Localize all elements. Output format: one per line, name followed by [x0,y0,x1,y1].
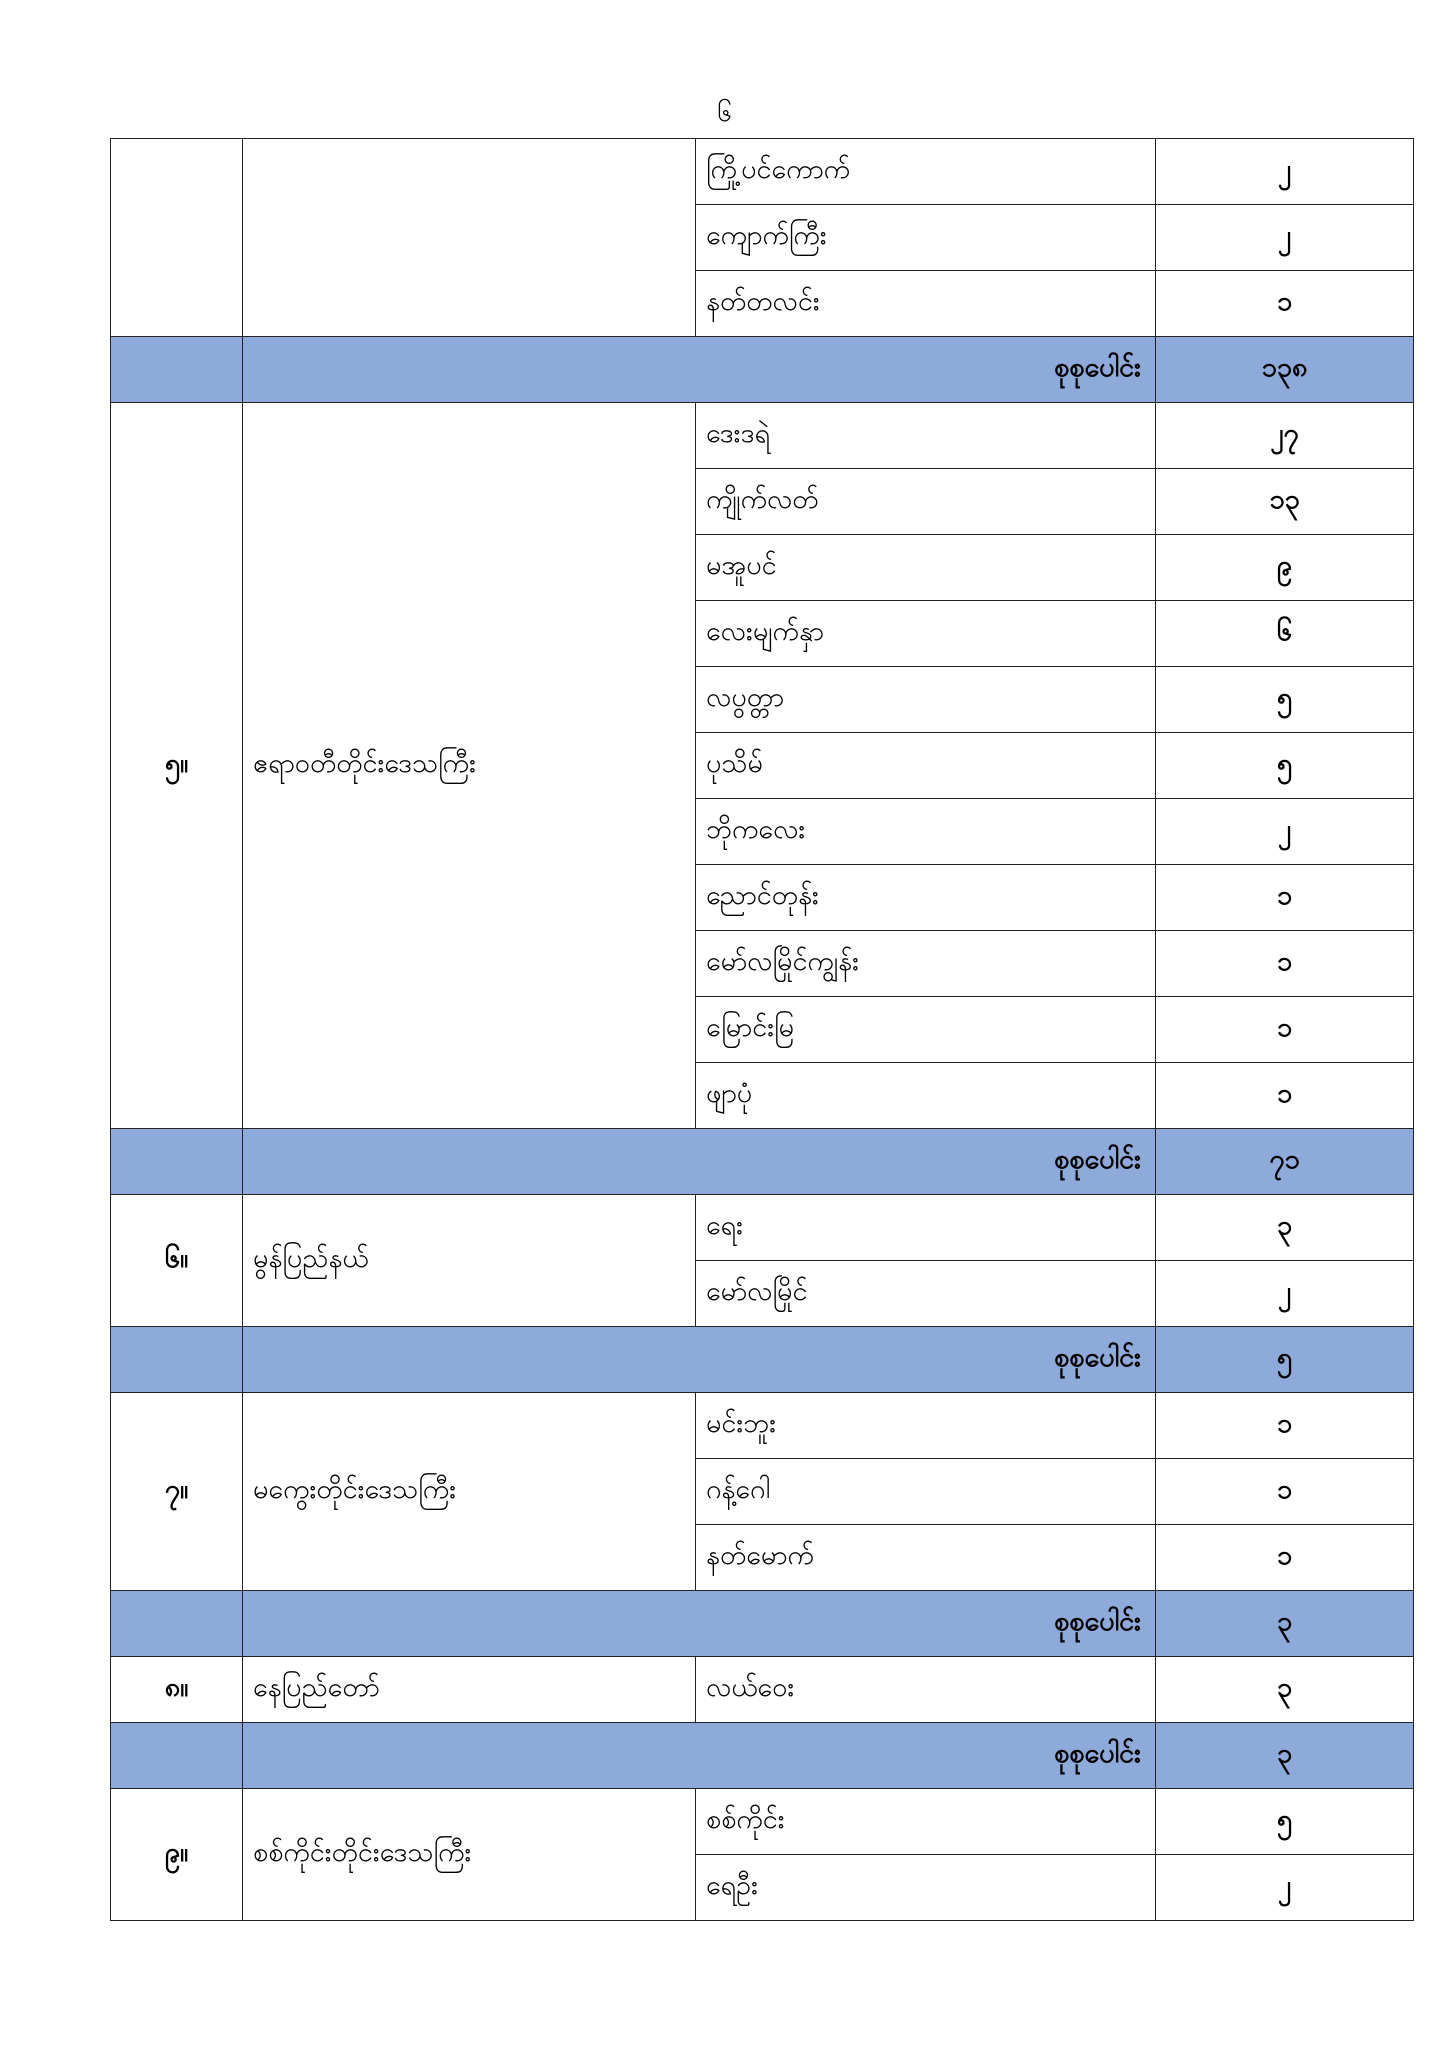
township-cell: ကျောက်ကြီး [696,205,1156,271]
township-cell: ကြို့ပင်ကောက် [696,139,1156,205]
township-cell: မော်လမြိုင် [696,1261,1156,1327]
township-cell: မြောင်းမြ [696,997,1156,1063]
count-cell: ၅ [1156,733,1414,799]
row-number-cell: ၈။ [111,1657,243,1723]
page-number: ၆ [717,98,732,128]
subtotal-label: စုစုပေါင်း [243,1591,1156,1657]
count-cell: ၁ [1156,1525,1414,1591]
count-cell: ၁၃ [1156,469,1414,535]
count-cell: ၂၇ [1156,403,1414,469]
count-cell: ၁ [1156,1063,1414,1129]
count-cell: ၂ [1156,139,1414,205]
township-cell: မော်လမြိုင်ကျွန်း [696,931,1156,997]
count-cell: ၉ [1156,535,1414,601]
township-cell: နတ်မောက် [696,1525,1156,1591]
subtotal-row [111,1591,1414,1657]
table-row [111,1393,1414,1459]
township-cell: ပုသိမ် [696,733,1156,799]
subtotal-value: ၇၁ [1156,1129,1414,1195]
region-cell: မကွေးတိုင်းဒေသကြီး [243,1393,696,1591]
subtotal-label: စုစုပေါင်း [243,337,1156,403]
township-cell: ဖျာပုံ [696,1063,1156,1129]
count-cell: ၁ [1156,1393,1414,1459]
township-cell: လယ်ဝေး [696,1657,1156,1723]
subtotal-label: စုစုပေါင်း [243,1723,1156,1789]
subtotal-row [111,1327,1414,1393]
subtotal-row [111,1129,1414,1195]
count-cell: ၃ [1156,1195,1414,1261]
count-cell: ၁ [1156,271,1414,337]
subtotal-row [111,337,1414,403]
row-number-cell: ၇။ [111,1393,243,1591]
region-cell [243,139,696,337]
subtotal-label: စုစုပေါင်း [243,1327,1156,1393]
count-cell: ၂ [1156,1261,1414,1327]
township-cell: လေးမျက်နှာ [696,601,1156,667]
table-row [111,1789,1414,1855]
region-cell: ဧရာဝတီတိုင်းဒေသကြီး [243,403,696,1129]
count-cell: ၅ [1156,667,1414,733]
township-cell: ညောင်တုန်း [696,865,1156,931]
row-number-cell: ၅။ [111,403,243,1129]
township-cell: လပွတ္တာ [696,667,1156,733]
count-cell: ၁ [1156,865,1414,931]
township-cell: ကျိုက်လတ် [696,469,1156,535]
township-cell: ရေး [696,1195,1156,1261]
subtotal-value: ၃ [1156,1591,1414,1657]
table-row [111,1195,1414,1261]
subtotal-value: ၃ [1156,1723,1414,1789]
count-cell: ၂ [1156,205,1414,271]
township-cell: မအူပင် [696,535,1156,601]
count-cell: ၁ [1156,931,1414,997]
township-cell: ဘိုကလေး [696,799,1156,865]
region-cell: မွန်ပြည်နယ် [243,1195,696,1327]
count-cell: ၁ [1156,1459,1414,1525]
region-cell: နေပြည်တော် [243,1657,696,1723]
township-cell: မင်းဘူး [696,1393,1156,1459]
subtotal-value: ၅ [1156,1327,1414,1393]
row-number-cell: ၆။ [111,1195,243,1327]
count-cell: ၁ [1156,997,1414,1063]
township-cell: စစ်ကိုင်း [696,1789,1156,1855]
subtotal-label: စုစုပေါင်း [243,1129,1156,1195]
row-number-cell: ၉။ [111,1789,243,1921]
count-cell: ၅ [1156,1789,1414,1855]
table-row [111,403,1414,469]
count-cell: ၃ [1156,1657,1414,1723]
township-cell: နတ်တလင်း [696,271,1156,337]
count-cell: ၂ [1156,1855,1414,1921]
count-cell: ၆ [1156,601,1414,667]
table-row [111,139,1414,205]
township-cell: ရေဦး [696,1855,1156,1921]
township-cell: ဂန့်ဂေါ [696,1459,1156,1525]
statistics-table [110,138,1414,1921]
count-cell: ၂ [1156,799,1414,865]
subtotal-value: ၁၃၈ [1156,337,1414,403]
table-row [111,1657,1414,1723]
row-number-cell [111,139,243,337]
subtotal-row [111,1723,1414,1789]
township-cell: ဒေးဒရဲ [696,403,1156,469]
region-cell: စစ်ကိုင်းတိုင်းဒေသကြီး [243,1789,696,1921]
